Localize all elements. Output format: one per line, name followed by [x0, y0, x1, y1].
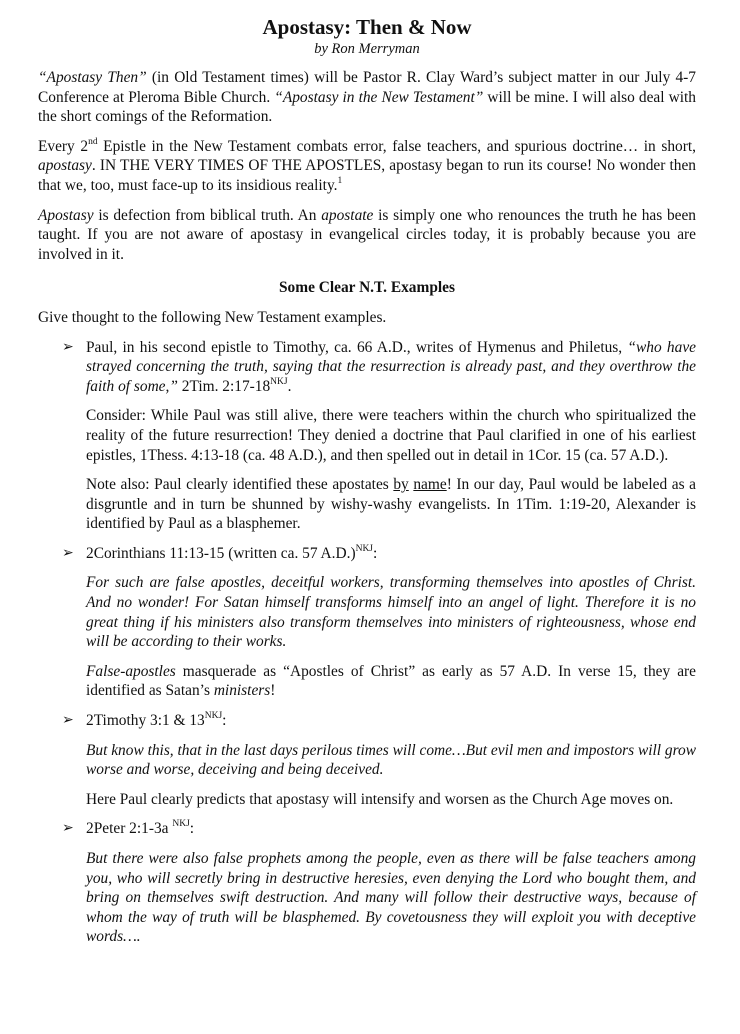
item-commentary: Here Paul clearly predicts that apostasy will intensify and worsen as the Church Age moves on.	[86, 790, 674, 808]
page-title: Apostasy: Then & Now	[262, 15, 472, 39]
arrowhead-bullet-icon: ➢	[62, 712, 74, 729]
intro-paragraph-3: Apostasy is defection from biblical truth. An apostate is simply one who renounces the truth he has been taught. If you are not aware of apostasy in evangelical circles today, it is probably because you are involved in it.	[38, 206, 696, 263]
item-note: Note also: Paul clearly identified these apostates by name! In our day, Paul would be labeled as a disgruntle and in turn be shunned by wishy-washy evangelists. In 1Tim. 1:19-20, Alexander is identified by Paul as a blasphemer.	[86, 476, 696, 533]
list-item: ➢ 2Timothy 3:1 & $13^{NKJ}$:	[62, 710, 227, 730]
list-item: ➢ Paul, in his second epistle to Timothy, ca. 66 A.D., writes of Hymenus and Philetus, “who have strayed concerning the truth, saying that the resurrection is already past, and they overthrow the faith of some,” 2Tim. $2:17-18^{NKJ}$.	[62, 338, 696, 395]
footnote-marker: 1	[337, 175, 343, 186]
list-item: ➢ 2Corinthians 11:13-15 (written ca. 57 A.D.)$^{NKJ}$:	[62, 543, 378, 562]
intro-paragraph-2: Every 2nd Epistle in the New Testament combats error, false teachers, and spurious doctrine… in short, apostasy. IN THE VERY TIMES OF THE APOSTLES, apostasy began to run its course! No wonder then that we, too, must face-up to its insidious reality.$^1$	[38, 136, 696, 194]
intro-paragraph-1: “Apostasy Then” (in Old Testament times) will be Pastor R. Clay Ward’s subject matter in our July 4-7 Conference at Pleroma Bible Church. “Apostasy in the New Testament” will be mine. I will also deal with the short comings of the Reformation.	[38, 69, 696, 126]
arrowhead-bullet-icon: ➢	[62, 338, 74, 355]
scripture-quote: For such are false apostles, deceitful workers, transforming themselves into apostles of Christ. And no wonder! For Satan himself transforms himself into an angel of light. Therefore it is no great thing if his ministers also transform themselves into ministers of righteousness, whose end will be according to their works.	[86, 574, 696, 651]
item-commentary: Consider: While Paul was still alive, there were teachers within the church who spiritualized the reality of the future resurrection! They denied a doctrine that Paul clarified in one of his earliest epistles, 1Thess. 4:13-18 (ca. 48 A.D.), and then spelled out in detail in 1Cor. 15 (ca. 57 A.D.).	[86, 407, 696, 464]
section-intro: Give thought to the following New Testament examples.	[38, 308, 387, 326]
scripture-quote: But there were also false prophets among the people, even as there will be false teachers among you, who will secretly bring in destructive heresies, even denying the Lord who bought them, and bring on themselves swift destruction. And many will follow their destructive ways, because of whom the way of truth will be blasphemed. By covetousness they will exploit you with deceptive words….	[86, 850, 696, 946]
author-byline: by Ron Merryman	[314, 41, 420, 57]
scripture-quote: But know this, that in the last days perilous times will come…But evil men and impostors will grow worse and worse, deceiving and being deceived.	[86, 741, 696, 779]
section-heading: Some Clear N.T. Examples	[279, 279, 455, 297]
arrowhead-bullet-icon: ➢	[62, 544, 74, 561]
arrowhead-bullet-icon: ➢	[62, 820, 74, 837]
list-item: ➢ 2Peter 2:1-3a $^{NKJ}$:	[62, 819, 195, 838]
quote-apostasy-then: “Apostasy Then”	[38, 69, 147, 86]
item-commentary: False-apostles masquerade as “Apostles of Christ” as early as 57 A.D. In verse 15, they are identified as Satan’s ministers!	[86, 662, 696, 700]
quote-apostasy-nt: “Apostasy in the New Testament”	[274, 88, 484, 106]
